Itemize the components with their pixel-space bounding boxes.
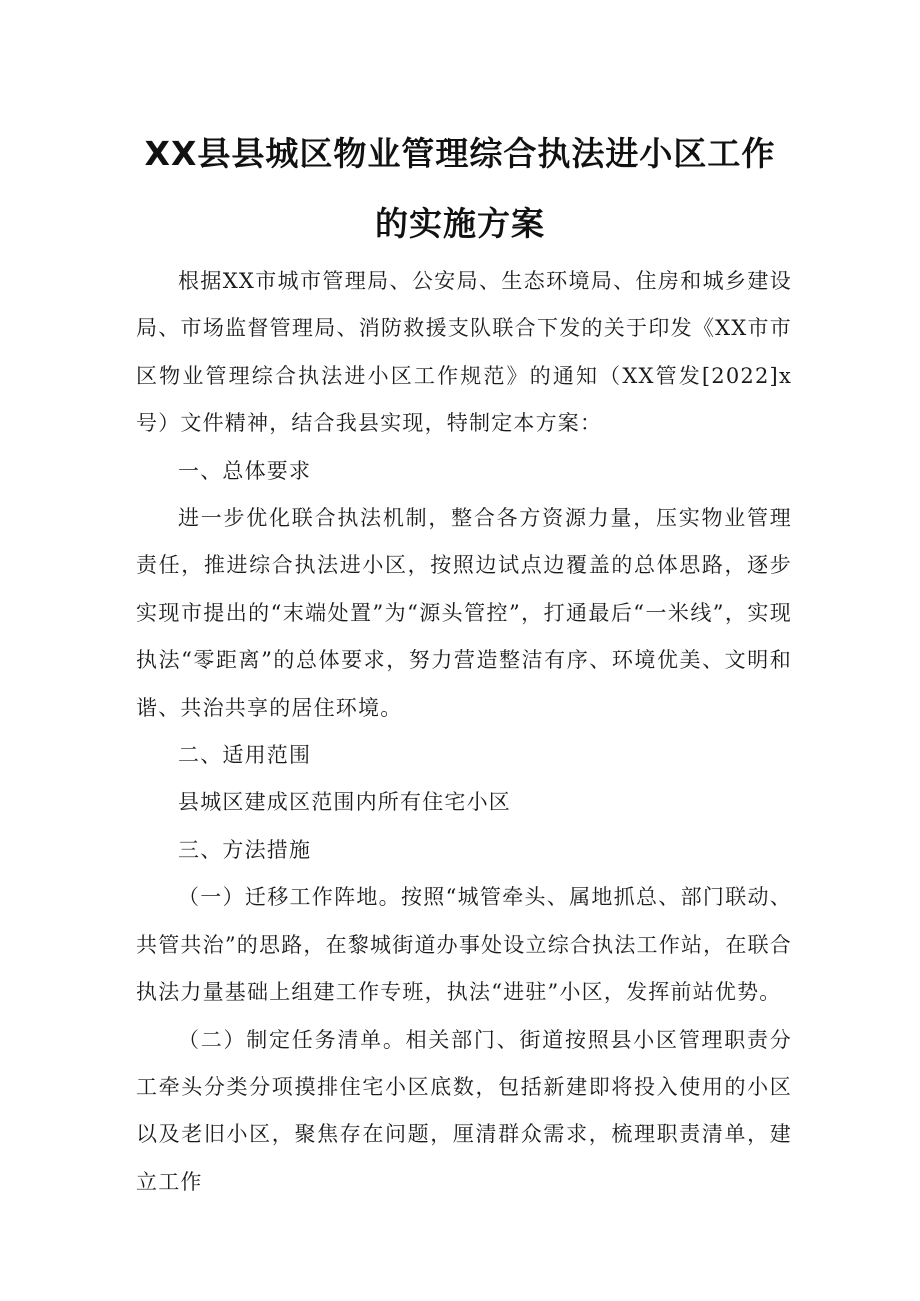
measure-paragraph-1: （一）迁移工作阵地。按照“城管牵头、属地抓总、部门联动、共管共治”的思路，在黎城街道办事处设立综合执法工作站，在联合执法力量基础上组建工作专班，执法“进驻”小区，发挥前站优势。 <box>136 885 792 1005</box>
document-title-line-1: XX县县城区物业管理综合执法进小区工作 <box>144 134 776 173</box>
section-heading-measures: 三、方法措施 <box>178 837 312 862</box>
document-title-line-2: 的实施方案 <box>375 204 545 243</box>
scope-paragraph: 县城区建成区范围内所有住宅小区 <box>178 790 511 815</box>
general-requirements-paragraph: 进一步优化联合执法机制，整合各方资源力量，压实物业管理责任，推进综合执法进小区，按照边试点边覆盖的总体思路，逐步实现市提出的“末端处置”为“源头管控”，打通最后“一米线”，实现执法“零距离”的总体要求，努力营造整洁有序、环境优美、文明和谐、共治共享的居住环境。 <box>136 506 792 720</box>
document-body <box>136 258 792 1206</box>
section-heading-scope: 二、适用范围 <box>178 743 312 768</box>
measure-paragraph-2: （二）制定任务清单。相关部门、街道按照县小区管理职责分工牵头分类分项摸排住宅小区底数，包括新建即将投入使用的小区以及老旧小区，聚焦存在问题，厘清群众需求，梳理职责清单，建立工作 <box>136 1027 792 1194</box>
section-heading-general-requirements: 一、总体要求 <box>178 458 312 483</box>
intro-paragraph: 根据XX市城市管理局、公安局、生态环境局、住房和城乡建设局、市场监督管理局、消防救援支队联合下发的关于印发《XX市市区物业管理综合执法进小区工作规范》的通知（XX管发[2022]x号）文件精神，结合我县实现，特制定本方案： <box>136 269 792 436</box>
